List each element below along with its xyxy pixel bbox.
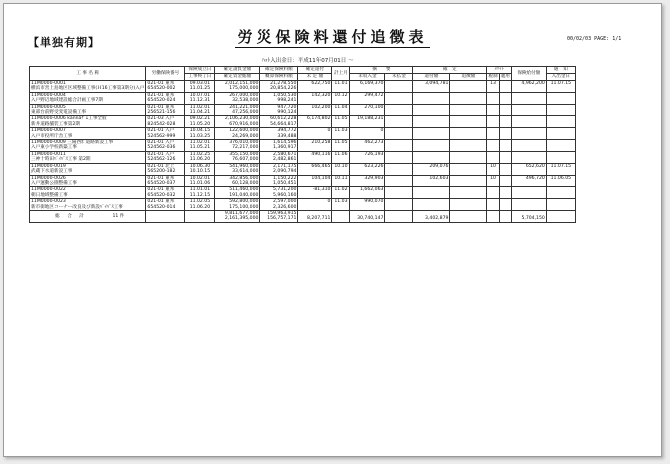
header-established: 保険成立日 xyxy=(185,67,215,74)
refund-amount-cell xyxy=(413,92,450,104)
premium-cell: 2,580,671 2,482,861 xyxy=(260,151,298,163)
unpaid-received-cell: 462,273 xyxy=(350,140,385,152)
table-row xyxy=(30,128,576,140)
unpaid-payable-cell xyxy=(385,104,413,116)
report-meta xyxy=(567,36,621,42)
table-row xyxy=(30,92,576,104)
refund-amount-cell xyxy=(413,104,450,116)
month-cell: 10.11 xyxy=(332,175,350,187)
refund-amount-cell xyxy=(413,151,450,163)
header-name: 工 事 名 称 xyxy=(30,67,146,81)
unpaid-payable-cell xyxy=(385,163,413,175)
project-name-cell: 11M0000-0006 kannaｹﾞﾑ工事全般 新井道路舗装工事第2期 xyxy=(30,116,146,128)
totals-refund: 8,207,711 xyxy=(298,210,332,222)
refund-cell: 0 xyxy=(298,199,332,211)
report-sheet xyxy=(3,3,662,457)
table-row xyxy=(30,175,576,187)
tax-cell xyxy=(487,92,499,104)
header-in-out-date: 入出金日 xyxy=(546,74,575,81)
refund-amount-cell xyxy=(413,187,450,199)
additional-amount-cell xyxy=(450,163,487,175)
totals-label: 総 合 計 xyxy=(55,213,87,219)
date-cell: 10.02.01 11.01.06 xyxy=(185,175,215,187)
unpaid-received-cell: 990,070 xyxy=(350,199,385,211)
tax-apply-cell xyxy=(499,175,511,187)
table-totals xyxy=(30,210,576,222)
page-label: PAGE: xyxy=(594,36,610,42)
additional-amount-cell xyxy=(450,199,487,211)
unpaid-payable-cell xyxy=(385,187,413,199)
unpaid-received-cell: 270,100 xyxy=(350,104,385,116)
tax-apply-cell xyxy=(499,199,511,211)
in-out-date-cell xyxy=(546,92,575,104)
refund-cell: 490,116 xyxy=(298,151,332,163)
unpaid-payable-cell xyxy=(385,128,413,140)
additional-amount-cell xyxy=(450,151,487,163)
unpaid-payable-cell xyxy=(385,81,413,93)
tax-apply-cell xyxy=(499,187,511,199)
refund-cell: 102,200 xyxy=(298,104,332,116)
project-name-cell: 11M0000-0011 三神十時田ﾊﾞｲﾊﾟｽ工事 第2期 xyxy=(30,151,146,163)
insurance-number-cell: 021-01 入戸 524562-999 xyxy=(146,128,185,140)
totals-refund-amount: 3,402,879 xyxy=(413,210,450,222)
unpaid-payable-cell xyxy=(385,151,413,163)
tax-cell xyxy=(487,187,499,199)
table-row xyxy=(30,163,576,175)
totals-insurance-payment: 5,704,150 xyxy=(511,210,546,222)
insurance-payment-cell: 652,620 xyxy=(511,163,546,175)
in-out-date-cell xyxy=(546,151,575,163)
header-tax-apply: 適用 xyxy=(500,74,510,80)
insurance-number-cell: 021-01 北上 565200-182 xyxy=(146,163,185,175)
amount-cell: 267,000,000 32,538,000 xyxy=(215,92,260,104)
header-tax: 税制 xyxy=(488,74,498,80)
premium-cell: 1,614,596 1,360,917 xyxy=(260,140,298,152)
refund-amount-cell: 102,603 xyxy=(413,175,450,187)
header-est-premium: 確定保険料額 xyxy=(260,67,298,74)
date-cell: 11.02.01 11.05.21 xyxy=(185,140,215,152)
table-row xyxy=(30,151,576,163)
additional-amount-cell xyxy=(450,187,487,199)
totals-unpaid-received: 30,740,147 xyxy=(350,210,385,222)
project-name-cell: 11M0000-0001 横浜市営上島地区区域整備工事(Ｈ16工事第3期分)入戸 xyxy=(31,81,145,92)
insurance-payment-cell xyxy=(511,140,546,152)
refund-amount-cell: 209,076 xyxy=(413,163,450,175)
insurance-number-cell: 021-01 東邦 654520-024 xyxy=(146,92,185,104)
amount-cell: 122,600,000 24,269,000 xyxy=(215,128,260,140)
refund-amount-cell: 3,094,781 xyxy=(413,81,450,93)
refund-amount-cell xyxy=(413,128,450,140)
report-condition: ﾊｯﾄ入出金日：平成11年07月01日 ～ xyxy=(262,58,354,64)
tax-apply-cell xyxy=(499,92,511,104)
insurance-payment-cell xyxy=(511,92,546,104)
month-cell: 11.05 xyxy=(332,140,350,152)
tax-apply-cell xyxy=(499,104,511,116)
header-insurance-payment: 保険給付額 xyxy=(511,67,546,81)
unpaid-received-cell: 726,193 xyxy=(350,151,385,163)
premium-cell: 394,772 339,488 xyxy=(260,128,298,140)
premium-cell: 2,597,000 2,326,600 xyxy=(260,199,298,211)
insurance-payment-cell xyxy=(511,151,546,163)
insurance-number-cell: 021-03 入戸 824542-028 xyxy=(146,116,185,128)
unpaid-payable-cell xyxy=(385,199,413,211)
insurance-number-cell: 021-01 入戸 524562-036 xyxy=(146,140,185,152)
header-unpaid-payable: 未払金 xyxy=(385,74,413,81)
tax-apply-cell xyxy=(499,151,511,163)
refund-amount-cell xyxy=(413,116,450,128)
report-date: 00/02/03 xyxy=(567,36,592,42)
refund-cell: 666,465 xyxy=(298,163,332,175)
additional-amount-cell xyxy=(450,92,487,104)
month-cell: 11.01 xyxy=(332,81,350,93)
insurance-payment-cell xyxy=(511,104,546,116)
tax-apply-cell xyxy=(499,140,511,152)
premium-cell: 1,150,222 1,050,451 xyxy=(260,175,298,187)
additional-amount-cell xyxy=(450,104,487,116)
tax-cell xyxy=(487,104,499,116)
amount-cell: 592,800,000 175,100,000 xyxy=(215,199,260,211)
insurance-payment-cell xyxy=(511,199,546,211)
in-out-date-cell xyxy=(546,140,575,152)
header-unpaid-received: 未収入金 xyxy=(350,74,385,81)
refund-cell: 0 xyxy=(298,128,332,140)
table-row xyxy=(30,199,576,211)
insurance-payment-cell xyxy=(511,128,546,140)
insurance-payment-cell: 496,720 xyxy=(511,175,546,187)
in-out-date-cell: 11.07.15 xyxy=(546,81,575,93)
amount-cell: 2,106,230,000 670,916,000 xyxy=(215,116,260,128)
additional-amount-cell xyxy=(450,175,487,187)
header-unpaid: 未 定 額 xyxy=(298,74,332,81)
header-summary: 摘 要 xyxy=(350,67,413,74)
unpaid-payable-cell xyxy=(385,140,413,152)
refund-table xyxy=(29,66,576,223)
unpaid-payable-cell xyxy=(385,175,413,187)
table-row xyxy=(30,104,576,116)
refund-cell: 142,320 xyxy=(298,92,332,104)
additional-amount-cell xyxy=(450,128,487,140)
premium-cell: 21,278,550 20,854,226 xyxy=(260,81,298,93)
amount-cell: 541,960,000 33,614,000 xyxy=(215,163,260,175)
amount-cell: 2,012,151,000 175,000,000 xyxy=(215,81,260,93)
month-cell: 11.04 xyxy=(332,104,350,116)
month-cell: 11.03 xyxy=(332,128,350,140)
in-out-date-cell xyxy=(546,128,575,140)
month-cell: 10.12 xyxy=(332,92,350,104)
amount-cell: 511,460,000 191,040,000 xyxy=(215,187,260,199)
month-cell: 11.03 xyxy=(332,199,350,211)
totals-count: 11 件 xyxy=(112,213,125,219)
table-row xyxy=(30,81,576,93)
additional-amount-cell xyxy=(450,140,487,152)
insurance-number-cell: 021-01 東邦 654520-037 xyxy=(146,175,185,187)
table-row xyxy=(30,187,576,199)
header-est-amount: 確定請負金額 xyxy=(215,67,260,74)
unpaid-payable-cell xyxy=(385,116,413,128)
refund-cell: 104,104 xyxy=(298,175,332,187)
header-refund: 確定還付 xyxy=(298,67,332,74)
in-out-date-cell xyxy=(546,199,575,211)
unpaid-payable-cell xyxy=(385,92,413,104)
insurance-number-cell: 021-01 東邦 654520-032 xyxy=(146,187,185,199)
unpaid-received-cell: 1,662,063 xyxy=(350,187,385,199)
tax-apply-cell xyxy=(499,128,511,140)
premium-cell: 947,720 990,124 xyxy=(260,104,298,116)
insurance-payment-cell xyxy=(511,116,546,128)
header-month: 計上月 xyxy=(332,67,350,81)
amount-cell: 342,856,000 60,128,000 xyxy=(215,175,260,187)
date-cell: 10.04.15 11.03.25 xyxy=(185,128,215,140)
date-cell: 09.03.01 11.01.25 xyxy=(185,81,215,93)
amount-cell: 241,221,000 47,256,000 xyxy=(215,104,260,116)
header-paid-premium: 概算保険料額 xyxy=(260,74,298,81)
project-name-cell: 11M0000-0004 入戸野辺地域建設総合計画工事7期 xyxy=(30,92,146,104)
table-body xyxy=(30,81,576,211)
unpaid-received-cell: 6,169,370 xyxy=(350,81,385,93)
header-additional-amount: 追徴額 xyxy=(450,74,487,81)
insurance-payment-cell: 4,962,200 xyxy=(511,81,546,93)
report-badge: 【単独有期】 xyxy=(28,36,100,49)
project-name-cell: 11M0000-0009 三陽西ﾎﾟ道路新設工事 入戸東小学校新築工事 xyxy=(30,140,146,152)
table-row xyxy=(30,140,576,152)
in-out-date-cell xyxy=(546,116,575,128)
date-cell: 11.02.25 11.06.20 xyxy=(185,151,215,163)
tax-apply-cell xyxy=(499,163,511,175)
additional-amount-cell xyxy=(450,81,487,93)
refund-amount-cell xyxy=(413,140,450,152)
table-row xyxy=(30,116,576,128)
project-name-cell: 11M0000-0005 東部台前野受変電設備工事 xyxy=(30,104,146,116)
tax-apply-cell xyxy=(499,116,511,128)
unpaid-received-cell: 19,188,231 xyxy=(350,116,385,128)
in-out-date-cell xyxy=(546,104,575,116)
tax-cell xyxy=(487,140,499,152)
project-name-cell: 11M0000-0007 入戸市役所庁舎工事 xyxy=(30,128,146,140)
unpaid-received-cell: 0 xyxy=(350,128,385,140)
additional-amount-cell xyxy=(450,116,487,128)
page-number: 1/1 xyxy=(612,36,622,42)
month-cell: 11.05 xyxy=(332,116,350,128)
month-cell: 10.10 xyxy=(332,163,350,175)
header-est-wage: 確定賃金総額 xyxy=(215,74,260,81)
tax-cell: 13 xyxy=(487,81,499,93)
date-cell: 11.02.05 11.06.20 xyxy=(185,199,215,211)
tax-apply-cell xyxy=(499,81,511,93)
totals-premium: 159,963,915 156,757,171 xyxy=(260,210,298,222)
premium-cell: 1,050,530 998,241 xyxy=(260,92,298,104)
in-out-date-cell: 11.07.15 xyxy=(546,163,575,175)
project-name-cell: 11M0000-0023 新市街地区コーナー改良及び新設ﾊﾞｲﾊﾟｽ工事 xyxy=(30,199,146,211)
refund-cell: 6,174,802 xyxy=(298,116,332,128)
in-out-date-cell: 11.06.05 xyxy=(546,175,575,187)
date-cell: 11.02.01 11.04.21 xyxy=(185,104,215,116)
header-end-date: 工事終了日 xyxy=(185,74,215,81)
header-refund-amount: 還付額 xyxy=(413,74,450,81)
amount-cell: 355,150,000 76,607,000 xyxy=(215,151,260,163)
month-cell: 11.02 xyxy=(332,187,350,199)
totals-row xyxy=(30,210,576,222)
tax-cell xyxy=(487,128,499,140)
totals-amount: 9,811,677,000 2,161,395,000 xyxy=(215,210,260,222)
unpaid-received-cell: 299,472 xyxy=(350,92,385,104)
refund-amount-cell xyxy=(413,199,450,211)
project-name-cell: 11M0000-0019 武蔵下水道新設工事 xyxy=(30,163,146,175)
project-name-cell: 11M0000-0026 入戸運動公園整備工事 xyxy=(30,175,146,187)
header-merit: ﾒﾘｯﾄ xyxy=(487,67,511,74)
project-name-cell: 11M0000-0022 朝日地域整備工事 xyxy=(30,187,146,199)
header-notice: 通 知 xyxy=(546,67,575,74)
report-title: 労災保険料還付追徴表 xyxy=(237,28,428,46)
in-out-date-cell xyxy=(546,187,575,199)
refund-cell: -81,310 xyxy=(298,187,332,199)
premium-cell: 5,731,200 5,960,160 xyxy=(260,187,298,199)
premium-cell: 60,612,228 54,664,817 xyxy=(260,116,298,128)
date-cell: 09.02.21 11.05.20 xyxy=(185,116,215,128)
refund-cell: 210,258 xyxy=(298,140,332,152)
header-insurance-no: 労働保険番号 xyxy=(146,67,185,81)
tax-cell: 10 xyxy=(487,163,499,175)
date-cell: 10.07.01 11.12.31 xyxy=(185,92,215,104)
unpaid-received-cell: 329,903 xyxy=(350,175,385,187)
insurance-number-cell: 021-01 東邦 654520-002 xyxy=(146,81,185,93)
date-cell: 10.06.30 10.10.15 xyxy=(185,163,215,175)
insurance-number-cell: 021-01 東邦 256521-156 xyxy=(146,104,185,116)
date-cell: 11.01.01 11.12.15 xyxy=(185,187,215,199)
tax-cell xyxy=(487,151,499,163)
insurance-number-cell: 021-01 入戸 524562-126 xyxy=(146,151,185,163)
unpaid-received-cell: 623,226 xyxy=(350,163,385,175)
month-cell: 11.06 xyxy=(332,151,350,163)
insurance-payment-cell xyxy=(511,187,546,199)
tax-cell: 10 xyxy=(487,175,499,187)
insurance-number-cell: 021-01 東邦 654520-014 xyxy=(146,199,185,211)
amount-cell: 376,010,000 72,217,000 xyxy=(215,140,260,152)
totals-label-cell xyxy=(30,210,146,222)
tax-cell xyxy=(487,116,499,128)
refund-cell: 622,750 xyxy=(298,81,332,93)
premium-cell: 2,171,175 2,090,794 xyxy=(260,163,298,175)
header-decision: 確 定 xyxy=(413,67,487,74)
tax-cell xyxy=(487,199,499,211)
